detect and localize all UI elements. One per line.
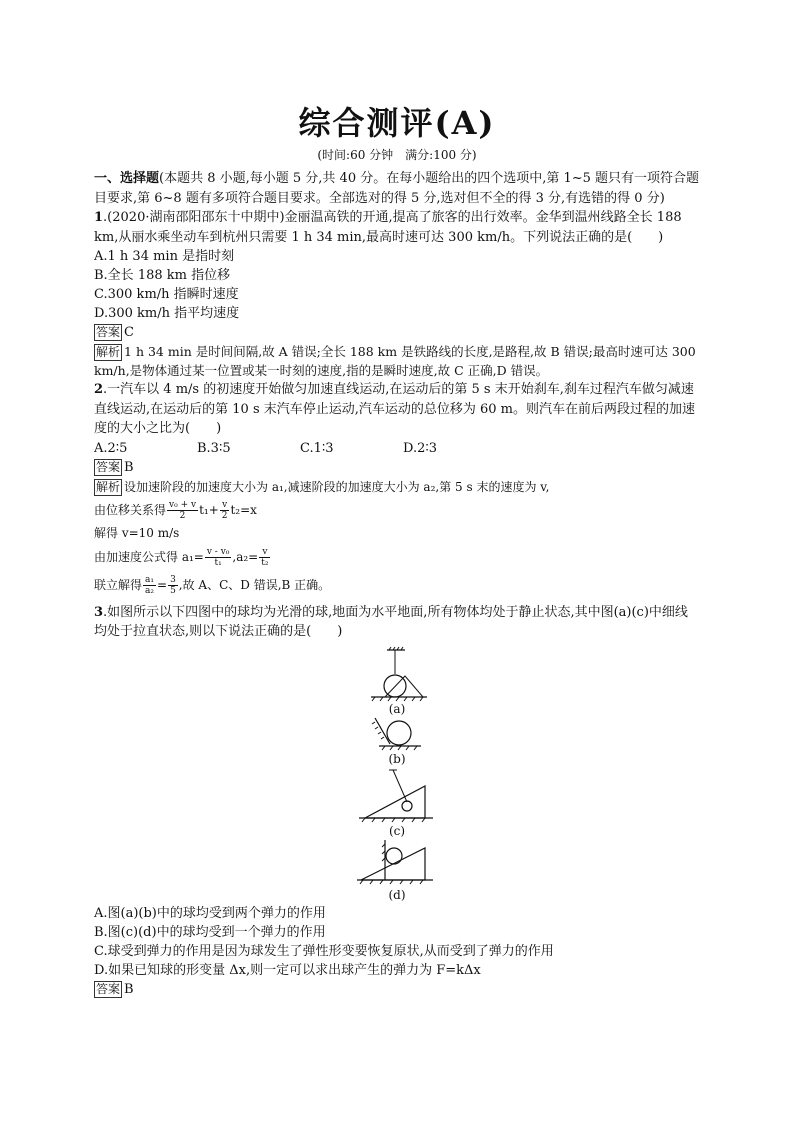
figure-d bbox=[357, 838, 437, 888]
q2-analysis-line-1: 解析 设加速阶段的加速度大小为 a₁,减速阶段的加速度大小为 a₂,第 5 s 末的速度为 v, bbox=[96, 479, 550, 494]
q3-option-d: D.如果已知球的形变量 Δx,则一定可以求出球产生的弹力为 F=kΔx bbox=[94, 962, 481, 978]
q1-option-a: A.1 h 34 min 是指时刻 bbox=[94, 249, 235, 264]
q3-option-c: C.球受到弹力的作用是因为球发生了弹性形变要恢复原状,从而受到了弹力的作用 bbox=[94, 943, 554, 959]
q3-option-b: B.图(c)(d)中的球均受到一个弹力的作用 bbox=[94, 924, 326, 940]
q1-answer: 答案 C bbox=[96, 325, 134, 340]
fraction: $\frac{\text{v - v₀}}{\text{t₁}}$ bbox=[206, 546, 230, 568]
page-subtitle: (时间:60 分钟 满分:100 分) bbox=[317, 148, 477, 162]
q2-answer: 答案 B bbox=[96, 459, 134, 475]
document-page bbox=[94, 100, 700, 999]
figure-c bbox=[357, 766, 437, 824]
q3-option-a: A.图(a)(b)中的球均受到两个弹力的作用 bbox=[94, 905, 326, 921]
fraction: $\frac{\text{a₁}}{\text{a₂}}$ bbox=[145, 574, 154, 596]
q3-answer: 答案 B bbox=[96, 981, 134, 997]
q1-analysis: 解析 1 h 34 min 是时间间隔,故 A 错误;全长 188 km 是铁路线的长度,是路程,故 B 错误;最高时速可达 300 km/h,是物体通过某一位置或某一时刻的速度,指的是瞬时速度,故 C 正确,D 错误。 bbox=[94, 344, 696, 378]
q2-analysis-line-3: 解得 v=10 m/s bbox=[94, 525, 180, 540]
q2-option-d: D.2∶3 bbox=[403, 440, 438, 456]
fraction: $\frac{v}{\text{t₂}}$ bbox=[261, 546, 269, 568]
section-text: (本题共 8 小题,每小题 5 分,共 40 分。在每小题给出的四个选项中,第 1~5 题只有一项符合题目要求,第 6~8 题有多项符合题目要求。全部选对的得 5 分,选对但不全的得 3 分,有选错的得 0 分) bbox=[94, 171, 700, 206]
q2-option-b: B.3∶5 bbox=[197, 440, 231, 456]
q2-analysis-line-4: 由加速度公式得 a₁= $\frac{\text{v - v₀}}{\text{t₁}}$ ,a₂= $\frac{v}{\text{t₂}}$ bbox=[94, 546, 269, 568]
q2-option-c: C.1∶3 bbox=[300, 440, 334, 456]
figure-a bbox=[357, 646, 437, 702]
figure-b bbox=[357, 716, 437, 752]
q2-analysis-line-2: 由位移关系得 $\frac{\text{v₀ + v}}{2}$ t₁+ $\frac{v}{2}$ t₂=x bbox=[94, 499, 257, 521]
answer-tag: 答案 bbox=[96, 325, 121, 339]
answer-tag: 答案 bbox=[96, 981, 121, 996]
analysis-tag: 解析 bbox=[96, 345, 121, 359]
analysis-tag: 解析 bbox=[96, 479, 121, 494]
section-instructions bbox=[94, 169, 700, 208]
q1-option-b: B.全长 188 km 指位移 bbox=[94, 268, 231, 283]
fraction: $\frac{3}{5}$ bbox=[170, 574, 176, 596]
question-2-stem: 2.一汽车以 4 m/s 的初速度开始做匀加速直线运动,在运动后的第 5 s 末开始刹车,刹车过程汽车做匀减速直线运动,在运动后的第 10 s 末汽车停止运动,汽车运动的总位移为 60 m。则汽车在前后两段过程的加速度的大小之比为( ) bbox=[94, 382, 696, 436]
q2-options bbox=[94, 439, 700, 458]
question-1-stem: 1.(2020·湖南邵阳邵东十中期中)金丽温高铁的开通,提高了旅客的出行效率。金华到温州线路全长 188 km,从丽水乘坐动车到杭州只需要 1 h 34 min,最高时速可达 300 km/h。下列说法正确的是( ) bbox=[94, 210, 682, 245]
fraction: $\frac{\text{v₀ + v}}{2}$ bbox=[169, 499, 197, 521]
q2-option-a: A.2∶5 bbox=[94, 440, 128, 456]
section-heading: 一、选择题 bbox=[94, 171, 160, 186]
figure-c-label: (c) bbox=[388, 823, 406, 838]
figure-d-label: (d) bbox=[388, 887, 406, 902]
q1-option-d: D.300 km/h 指平均速度 bbox=[94, 306, 240, 321]
q2-analysis-line-5: 联立解得 $\frac{\text{a₁}}{\text{a₂}}$ = $\frac{3}{5}$ ,故 A、C、D 错误,B 正确。 bbox=[94, 574, 331, 596]
answer-tag: 答案 bbox=[96, 459, 121, 474]
q3-figures bbox=[94, 646, 700, 902]
figure-a-label: (a) bbox=[388, 701, 406, 716]
q1-option-c: C.300 km/h 指瞬时速度 bbox=[94, 287, 239, 302]
figure-b-label: (b) bbox=[388, 751, 406, 766]
fraction: $\frac{v}{2}$ bbox=[221, 499, 228, 521]
page-title: 综合测评(A) bbox=[298, 104, 496, 142]
question-3-stem: 3.如图所示以下四图中的球均为光滑的球,地面为水平地面,所有物体均处于静止状态,其中图(a)(c)中细线均处于拉直状态,则以下说法正确的是( ) bbox=[94, 604, 688, 639]
